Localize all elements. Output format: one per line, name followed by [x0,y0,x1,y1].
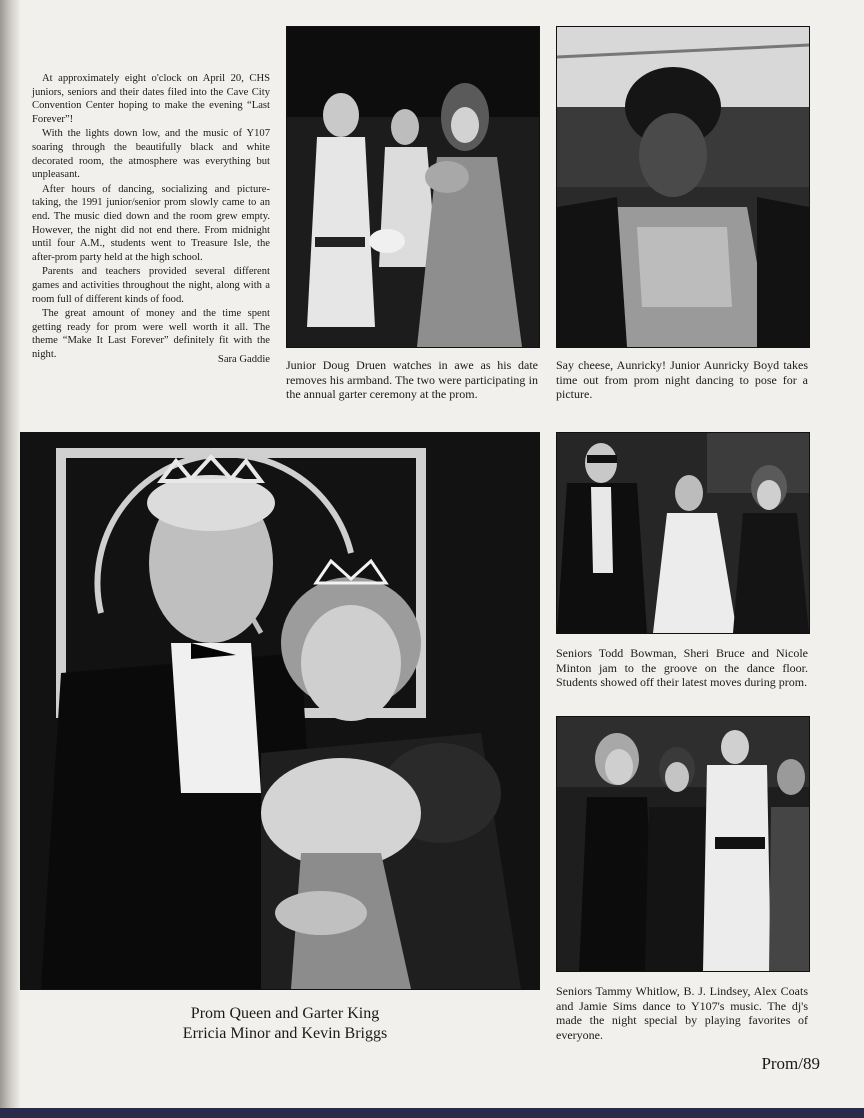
page-binding-shadow [0,0,20,1118]
photo-prom-royalty [20,432,540,990]
page-folio: Prom/89 [761,1054,820,1073]
story-paragraph: At approximately eight o'clock on April 20, CHS juniors, seniors and their dates filed into the Cave City Convention Center hoping to make the evening “Last Forever”! [32,73,270,125]
story-paragraph: With the lights down low, and the music of Y107 soaring through the beautifully black and white decorated room, the atmosphere was everything but unpleasant. [32,128,270,181]
caption-aunricky-boyd: Say cheese, Aunricky! Junior Aunricky Boyd takes time out from prom night dancing to pose for a picture. [556,358,808,401]
story-text [32,72,270,362]
caption-royalty-title: Prom Queen and Garter King [190,1005,380,1022]
caption-royalty-names: Erricia Minor and Kevin Briggs [182,1025,388,1042]
caption-prom-royalty [120,1004,450,1044]
photo-aunricky-boyd [556,26,810,348]
caption-garter-ceremony: Junior Doug Druen watches in awe as his date removes his armband. The two were participating in the annual garter ceremony at the prom. [286,358,538,401]
story-byline: Sara Gaddie [217,354,270,365]
caption-dance-to-y107: Seniors Tammy Whitlow, B. J. Lindsey, Alex Coats and Jamie Sims dance to Y107's music. The dj's made the night special by playing favorites of everyone. [556,984,808,1042]
story-paragraph: After hours of dancing, socializing and picture-taking, the 1991 junior/senior prom slowly came to an end. The music died down and the room grew empty. However, the night did not end there. From midnight until four A.M., students went to Treasure Isle, the after-prom party held at the high school. [32,183,270,263]
photo-dance-floor-groove [556,432,810,634]
bottom-edge-strip [0,1108,864,1118]
photo-dance-to-y107 [556,716,810,972]
story-paragraph: The great amount of money and the time spent getting ready for prom were well worth it all. The theme “Make It Last Forever” definitely fit with the night. [32,308,270,360]
caption-dance-floor-groove: Seniors Todd Bowman, Sheri Bruce and Nicole Minton jam to the groove on the dance floor. Students showed off their latest moves during prom. [556,646,808,689]
story-paragraph: Parents and teachers provided several different games and activities throughout the night, along with a room full of different kinds of food. [32,266,270,305]
photo-garter-ceremony [286,26,540,348]
